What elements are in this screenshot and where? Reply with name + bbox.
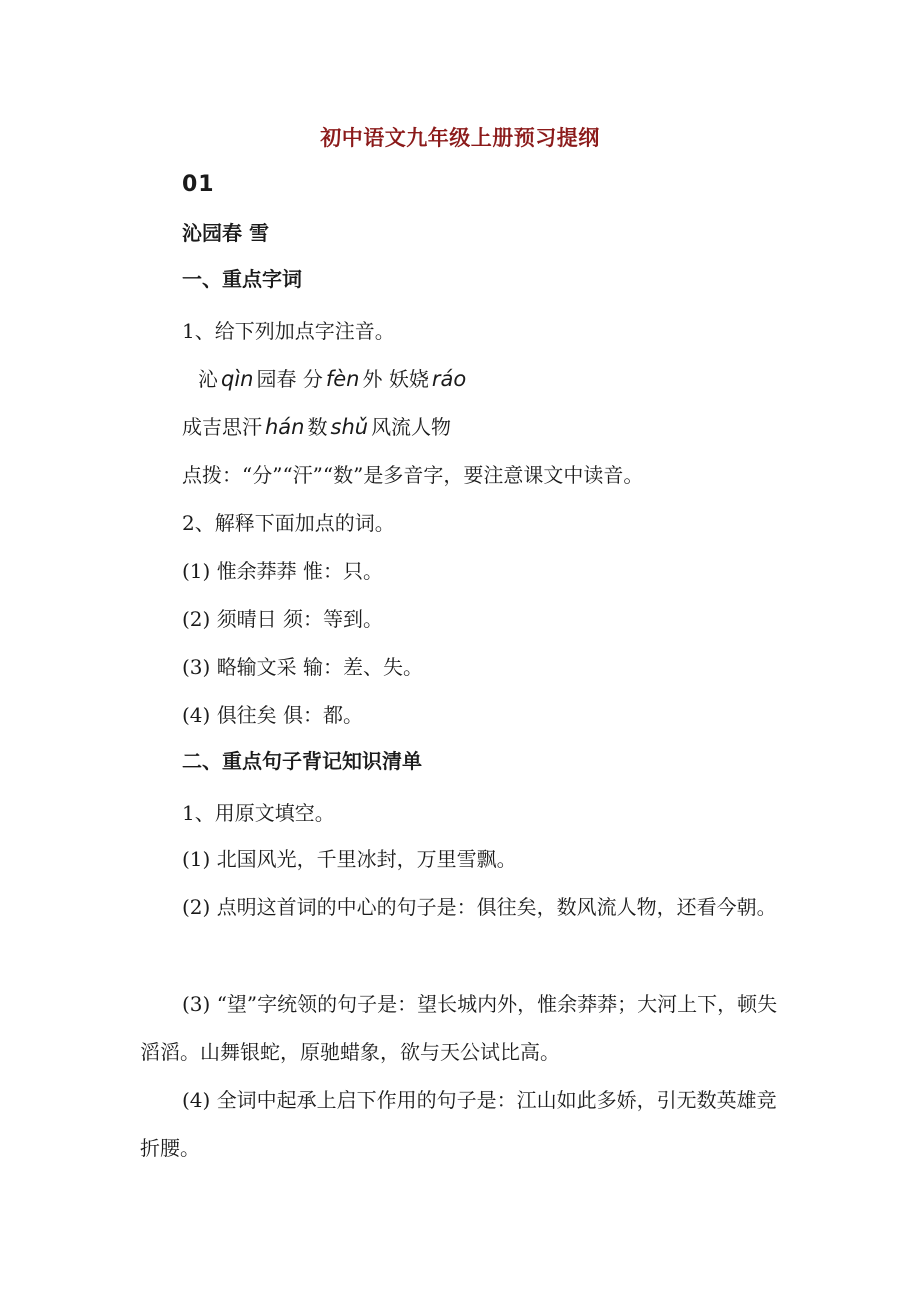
q2-item: (4) 俱往矣 俱：都。: [182, 703, 364, 727]
fill-item: (3) “望”字统领的句子是：望长城内外，惟余莽莽；大河上下，顿失滔滔。山舞银蛇，原驰蜡象，欲与天公试比高。: [140, 992, 778, 1064]
q2-item: (2) 须晴日 须：等到。: [182, 607, 384, 631]
word: 风流人物: [371, 415, 452, 439]
word: 数: [307, 415, 328, 439]
q2-item: (3) 略输文采 输：差、失。: [182, 655, 424, 679]
fill-item: (2) 点明这首词的中心的句子是：俱往矣，数风流人物，还看今朝。: [182, 895, 777, 919]
lesson-title: 沁园春 雪: [182, 221, 269, 245]
pinyin: hán: [265, 415, 305, 439]
word: 园春 分: [256, 367, 323, 391]
word: 沁: [198, 367, 218, 391]
pinyin: shǔ: [330, 415, 369, 439]
part1-heading: 一、重点字词: [182, 267, 302, 291]
pinyin-line-1: [198, 366, 469, 392]
fill-item: (1) 北国风光，千里冰封，万里雪飘。: [182, 847, 517, 871]
q1-label: 1、给下列加点字注音。: [182, 319, 395, 343]
pinyin-line-2: [182, 414, 451, 440]
part2-heading: 二、重点句子背记知识清单: [182, 749, 422, 773]
p2-q1-label: 1、用原文填空。: [182, 801, 335, 825]
document-title: 初中语文九年级上册预习提纲: [320, 125, 600, 150]
q2-item: (1) 惟余莽莽 惟：只。: [182, 559, 384, 583]
word: 成吉思汗: [182, 415, 262, 439]
tip-text: 点拨：“分”“汗”“数”是多音字，要注意课文中读音。: [182, 463, 644, 487]
pinyin: fèn: [325, 367, 360, 391]
fill-item: (4) 全词中起承上启下作用的句子是：江山如此多娇，引无数英雄竞折腰。: [140, 1088, 777, 1160]
pinyin: ráo: [431, 367, 467, 391]
pinyin: qìn: [221, 367, 254, 391]
word: 外 妖娆: [362, 367, 429, 391]
section-number: 01: [182, 172, 215, 197]
q2-label: 2、解释下面加点的词。: [182, 511, 395, 535]
